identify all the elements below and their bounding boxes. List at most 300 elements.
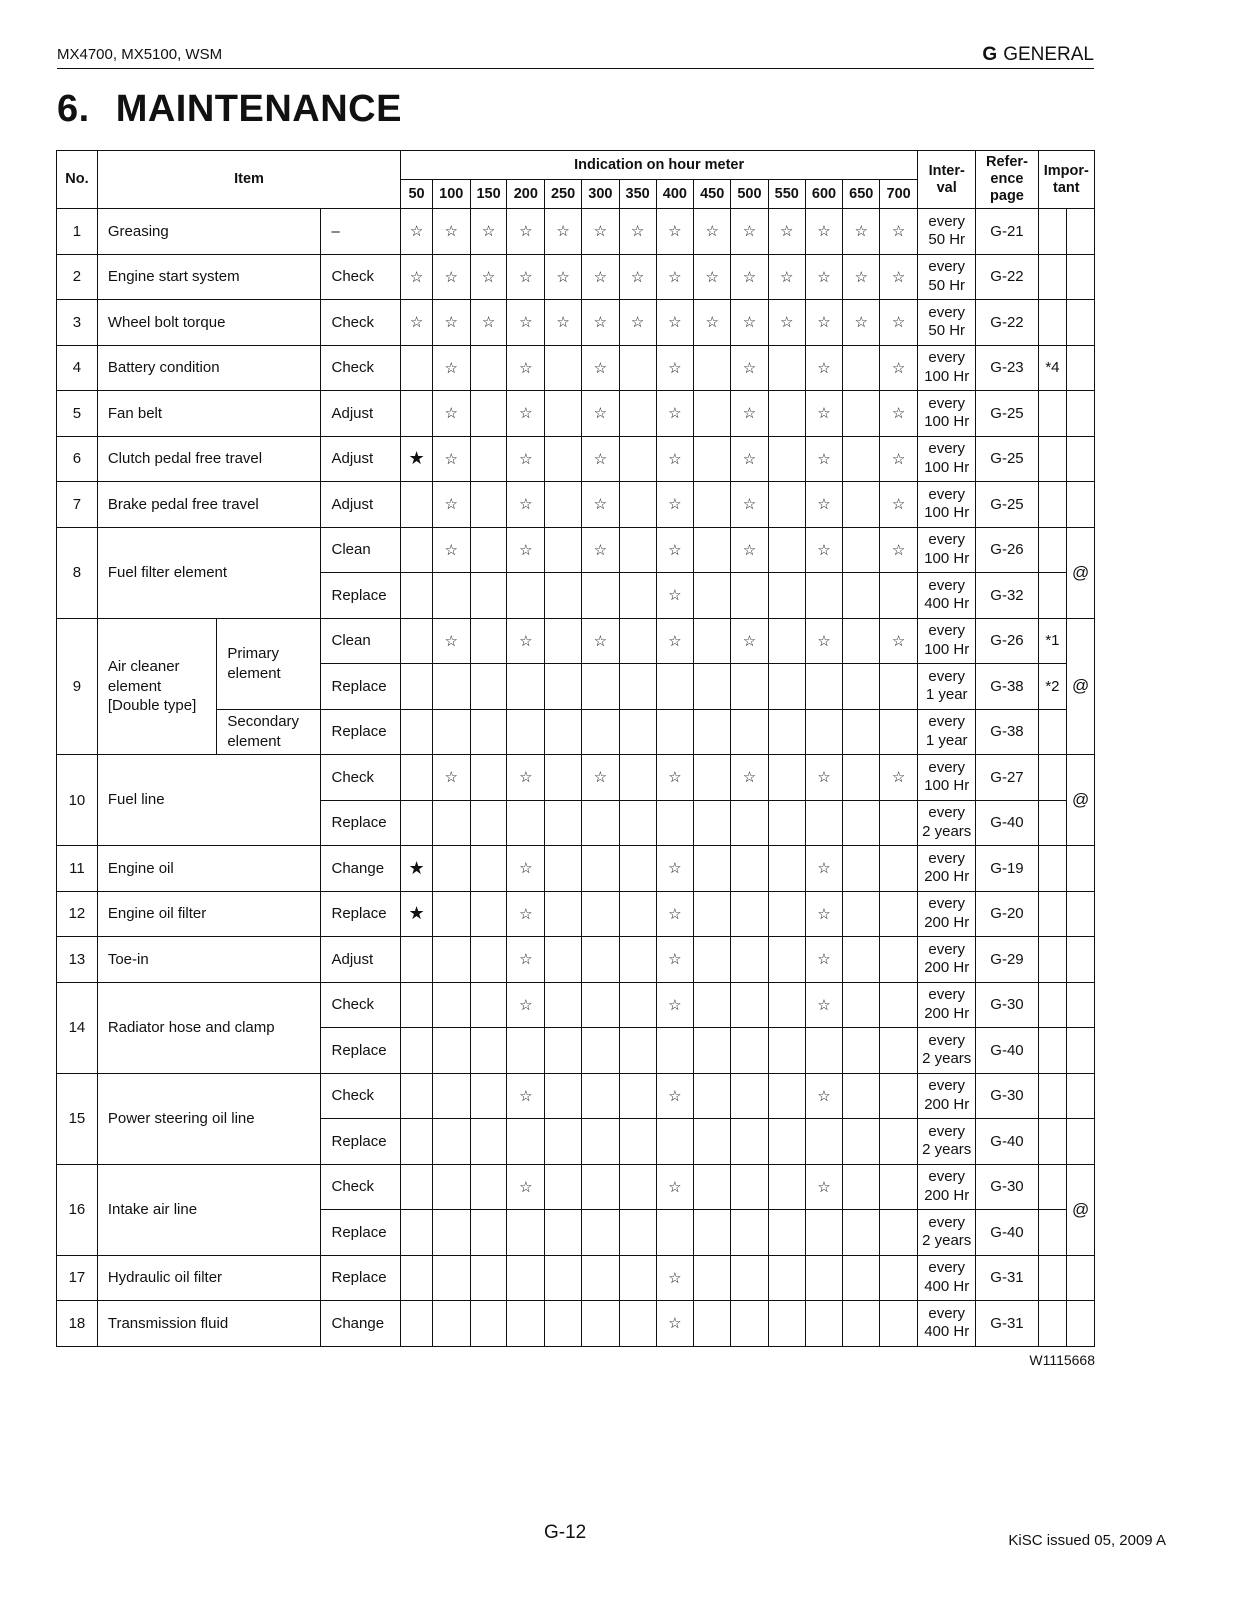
empty-cell	[694, 1210, 731, 1256]
reference-page: G-23	[976, 345, 1038, 391]
empty-cell	[581, 1073, 619, 1119]
row-number: 16	[57, 1164, 98, 1255]
empty-cell	[545, 391, 582, 437]
interval: every 200 Hr	[918, 1164, 976, 1210]
reference-page: G-29	[976, 937, 1038, 983]
empty-cell	[768, 573, 805, 619]
empty-cell	[470, 937, 507, 983]
empty-cell	[401, 1301, 433, 1347]
operation: Check	[320, 345, 401, 391]
reference-page: G-40	[976, 1028, 1038, 1074]
important-note	[1038, 1028, 1067, 1074]
empty-cell	[432, 1210, 470, 1256]
row-number: 17	[57, 1255, 98, 1301]
reference-page: G-26	[976, 527, 1038, 573]
empty-cell	[731, 1028, 769, 1074]
empty-cell	[470, 755, 507, 801]
row-number: 5	[57, 391, 98, 437]
empty-cell	[507, 1210, 545, 1256]
important-note	[1038, 982, 1067, 1028]
important-empty	[1067, 846, 1095, 892]
empty-cell	[581, 800, 619, 846]
interval: every 400 Hr	[918, 573, 976, 619]
maintenance-table	[56, 150, 1095, 1347]
reference-page: G-21	[976, 209, 1038, 255]
row-number: 4	[57, 345, 98, 391]
hour-header: 550	[768, 180, 805, 209]
important-note	[1038, 527, 1067, 573]
star-icon: ☆	[805, 527, 843, 573]
empty-cell	[619, 755, 656, 801]
reference-page: G-22	[976, 254, 1038, 300]
empty-cell	[470, 800, 507, 846]
section-name: GENERAL	[1003, 44, 1094, 65]
star-icon: ☆	[731, 209, 769, 255]
empty-cell	[545, 618, 582, 664]
star-icon: ☆	[656, 254, 694, 300]
item-name: Engine oil filter	[97, 891, 320, 937]
reference-page: G-30	[976, 1073, 1038, 1119]
reference-page: G-31	[976, 1255, 1038, 1301]
important-note	[1038, 482, 1067, 528]
star-icon: ☆	[507, 345, 545, 391]
star-icon: ☆	[731, 618, 769, 664]
row-number: 10	[57, 755, 98, 846]
star-icon: ☆	[545, 300, 582, 346]
empty-cell	[619, 1301, 656, 1347]
empty-cell	[432, 1119, 470, 1165]
operation: Replace	[320, 1119, 401, 1165]
empty-cell	[731, 1119, 769, 1165]
reference-page: G-22	[976, 300, 1038, 346]
star-icon: ☆	[470, 300, 507, 346]
table-row	[57, 1164, 1095, 1210]
empty-cell	[545, 846, 582, 892]
important-empty	[1067, 482, 1095, 528]
item-name: Engine oil	[97, 846, 320, 892]
row-number: 1	[57, 209, 98, 255]
empty-cell	[694, 1073, 731, 1119]
empty-cell	[768, 1073, 805, 1119]
item-name: Engine start system	[97, 254, 320, 300]
interval: every 200 Hr	[918, 937, 976, 983]
important-note	[1038, 1210, 1067, 1256]
empty-cell	[619, 846, 656, 892]
empty-cell	[619, 937, 656, 983]
empty-cell	[694, 345, 731, 391]
empty-cell	[694, 891, 731, 937]
empty-cell	[545, 891, 582, 937]
empty-cell	[694, 391, 731, 437]
empty-cell	[581, 573, 619, 619]
empty-cell	[507, 573, 545, 619]
row-number: 18	[57, 1301, 98, 1347]
important-empty	[1067, 391, 1095, 437]
empty-cell	[507, 800, 545, 846]
empty-cell	[470, 1301, 507, 1347]
star-icon: ☆	[656, 755, 694, 801]
empty-cell	[507, 1255, 545, 1301]
empty-cell	[545, 1210, 582, 1256]
hour-header: 450	[694, 180, 731, 209]
empty-cell	[545, 709, 582, 755]
important-note: *2	[1038, 664, 1067, 710]
important-empty	[1067, 345, 1095, 391]
empty-cell	[843, 1210, 880, 1256]
empty-cell	[768, 345, 805, 391]
empty-cell	[581, 1255, 619, 1301]
empty-cell	[581, 1119, 619, 1165]
star-icon: ☆	[880, 482, 918, 528]
section-letter: G	[982, 44, 998, 65]
reference-page: G-25	[976, 436, 1038, 482]
star-icon: ☆	[656, 300, 694, 346]
empty-cell	[619, 709, 656, 755]
interval: every 50 Hr	[918, 209, 976, 255]
hour-header: 600	[805, 180, 843, 209]
empty-cell	[843, 573, 880, 619]
table-row	[57, 1301, 1095, 1347]
important-empty	[1067, 209, 1095, 255]
empty-cell	[694, 755, 731, 801]
star-icon: ☆	[805, 1073, 843, 1119]
page-title	[57, 88, 402, 131]
table-row	[57, 254, 1095, 300]
empty-cell	[581, 982, 619, 1028]
empty-cell	[731, 982, 769, 1028]
empty-cell	[432, 1255, 470, 1301]
empty-cell	[470, 1164, 507, 1210]
empty-cell	[880, 1255, 918, 1301]
star-icon: ☆	[507, 1164, 545, 1210]
interval: every 2 years	[918, 1028, 976, 1074]
star-icon: ☆	[581, 436, 619, 482]
empty-cell	[731, 664, 769, 710]
star-icon: ☆	[619, 254, 656, 300]
operation: Replace	[320, 800, 401, 846]
empty-cell	[843, 846, 880, 892]
important-empty	[1067, 937, 1095, 983]
empty-cell	[768, 846, 805, 892]
star-icon: ☆	[805, 436, 843, 482]
empty-cell	[656, 1028, 694, 1074]
empty-cell	[656, 800, 694, 846]
hour-header: 700	[880, 180, 918, 209]
empty-cell	[768, 436, 805, 482]
empty-cell	[694, 982, 731, 1028]
star-icon: ☆	[880, 618, 918, 664]
important-note	[1038, 937, 1067, 983]
star-icon: ☆	[507, 391, 545, 437]
empty-cell	[470, 1028, 507, 1074]
operation: Adjust	[320, 482, 401, 528]
star-icon: ☆	[768, 254, 805, 300]
empty-cell	[768, 1301, 805, 1347]
empty-cell	[545, 1119, 582, 1165]
row-number: 13	[57, 937, 98, 983]
empty-cell	[507, 709, 545, 755]
empty-cell	[619, 482, 656, 528]
table-row	[57, 300, 1095, 346]
col-no-header: No.	[57, 151, 98, 209]
empty-cell	[731, 937, 769, 983]
reference-page: G-26	[976, 618, 1038, 664]
filled-star-icon: ★	[401, 846, 433, 892]
empty-cell	[731, 1301, 769, 1347]
reference-page: G-40	[976, 1210, 1038, 1256]
empty-cell	[843, 1301, 880, 1347]
hour-header: 100	[432, 180, 470, 209]
star-icon: ☆	[805, 482, 843, 528]
empty-cell	[545, 345, 582, 391]
star-icon: ☆	[843, 300, 880, 346]
empty-cell	[805, 1028, 843, 1074]
star-icon: ☆	[581, 300, 619, 346]
star-icon: ☆	[805, 618, 843, 664]
interval: every 100 Hr	[918, 482, 976, 528]
operation: Clean	[320, 618, 401, 664]
table-row	[57, 436, 1095, 482]
empty-cell	[432, 937, 470, 983]
interval: every 50 Hr	[918, 254, 976, 300]
empty-cell	[432, 664, 470, 710]
empty-cell	[619, 345, 656, 391]
empty-cell	[401, 1255, 433, 1301]
empty-cell	[581, 1210, 619, 1256]
empty-cell	[694, 1119, 731, 1165]
empty-cell	[619, 436, 656, 482]
operation: Replace	[320, 1255, 401, 1301]
operation: Check	[320, 254, 401, 300]
empty-cell	[470, 1255, 507, 1301]
operation: Adjust	[320, 436, 401, 482]
interval: every 2 years	[918, 1119, 976, 1165]
empty-cell	[805, 664, 843, 710]
star-icon: ☆	[656, 436, 694, 482]
empty-cell	[432, 573, 470, 619]
operation: Replace	[320, 664, 401, 710]
col-indication-header: Indication on hour meter	[401, 151, 918, 180]
table-row	[57, 482, 1095, 528]
star-icon: ☆	[507, 755, 545, 801]
empty-cell	[619, 664, 656, 710]
empty-cell	[401, 1073, 433, 1119]
star-icon: ☆	[880, 209, 918, 255]
reference-page: G-25	[976, 391, 1038, 437]
empty-cell	[545, 937, 582, 983]
important-empty	[1067, 891, 1095, 937]
hour-header: 200	[507, 180, 545, 209]
row-number: 12	[57, 891, 98, 937]
empty-cell	[545, 573, 582, 619]
interval: every 100 Hr	[918, 391, 976, 437]
empty-cell	[694, 800, 731, 846]
empty-cell	[731, 709, 769, 755]
important-note	[1038, 891, 1067, 937]
empty-cell	[805, 1255, 843, 1301]
filled-star-icon: ★	[401, 436, 433, 482]
issue-note: KiSC issued 05, 2009 A	[1008, 1532, 1166, 1549]
star-icon: ☆	[545, 209, 582, 255]
important-note	[1038, 800, 1067, 846]
empty-cell	[619, 391, 656, 437]
interval: every 2 years	[918, 800, 976, 846]
empty-cell	[843, 1073, 880, 1119]
empty-cell	[545, 482, 582, 528]
empty-cell	[805, 1301, 843, 1347]
star-icon: ☆	[401, 300, 433, 346]
hour-header: 300	[581, 180, 619, 209]
star-icon: ☆	[880, 345, 918, 391]
empty-cell	[694, 618, 731, 664]
star-icon: ☆	[545, 254, 582, 300]
empty-cell	[694, 573, 731, 619]
empty-cell	[843, 709, 880, 755]
empty-cell	[843, 1028, 880, 1074]
empty-cell	[581, 1028, 619, 1074]
important-note	[1038, 1301, 1067, 1347]
star-icon: ☆	[805, 345, 843, 391]
operation: Replace	[320, 1028, 401, 1074]
important-note: *4	[1038, 345, 1067, 391]
reference-page: G-40	[976, 800, 1038, 846]
reference-page: G-27	[976, 755, 1038, 801]
empty-cell	[694, 1255, 731, 1301]
empty-cell	[880, 891, 918, 937]
important-note	[1038, 846, 1067, 892]
empty-cell	[545, 436, 582, 482]
empty-cell	[507, 1301, 545, 1347]
star-icon: ☆	[656, 1301, 694, 1347]
interval: every 200 Hr	[918, 846, 976, 892]
empty-cell	[432, 846, 470, 892]
page-number: G-12	[544, 1522, 587, 1543]
star-icon: ☆	[581, 527, 619, 573]
important-note	[1038, 573, 1067, 619]
star-icon: ☆	[507, 891, 545, 937]
empty-cell	[581, 937, 619, 983]
empty-cell	[880, 1164, 918, 1210]
empty-cell	[694, 1164, 731, 1210]
hour-header: 400	[656, 180, 694, 209]
star-icon: ☆	[656, 573, 694, 619]
empty-cell	[470, 527, 507, 573]
star-icon: ☆	[656, 618, 694, 664]
reference-page: G-31	[976, 1301, 1038, 1347]
empty-cell	[731, 891, 769, 937]
star-icon: ☆	[694, 254, 731, 300]
important-note	[1038, 1119, 1067, 1165]
reference-page: G-32	[976, 573, 1038, 619]
empty-cell	[401, 573, 433, 619]
table-header	[57, 151, 1095, 209]
important-empty	[1067, 1119, 1095, 1165]
empty-cell	[731, 1255, 769, 1301]
reference-page: G-20	[976, 891, 1038, 937]
star-icon: ☆	[507, 937, 545, 983]
empty-cell	[470, 436, 507, 482]
filled-star-icon: ★	[401, 891, 433, 937]
row-number: 14	[57, 982, 98, 1073]
empty-cell	[470, 573, 507, 619]
empty-cell	[619, 573, 656, 619]
empty-cell	[731, 1164, 769, 1210]
empty-cell	[731, 573, 769, 619]
table-row	[57, 755, 1095, 801]
reference-page: G-38	[976, 709, 1038, 755]
operation: –	[320, 209, 401, 255]
star-icon: ☆	[656, 345, 694, 391]
star-icon: ☆	[805, 254, 843, 300]
star-icon: ☆	[619, 209, 656, 255]
empty-cell	[843, 436, 880, 482]
empty-cell	[507, 1028, 545, 1074]
star-icon: ☆	[731, 300, 769, 346]
reference-page: G-30	[976, 982, 1038, 1028]
star-icon: ☆	[805, 937, 843, 983]
table-row	[57, 982, 1095, 1028]
empty-cell	[432, 891, 470, 937]
table-row	[57, 209, 1095, 255]
empty-cell	[768, 800, 805, 846]
star-icon: ☆	[880, 300, 918, 346]
empty-cell	[805, 573, 843, 619]
important-note	[1038, 254, 1067, 300]
empty-cell	[545, 1028, 582, 1074]
star-icon: ☆	[805, 982, 843, 1028]
star-icon: ☆	[768, 209, 805, 255]
item-name: Power steering oil line	[97, 1073, 320, 1164]
star-icon: ☆	[805, 755, 843, 801]
item-name: Transmission fluid	[97, 1301, 320, 1347]
important-mark: @	[1067, 1164, 1095, 1255]
empty-cell	[401, 937, 433, 983]
important-empty	[1067, 1028, 1095, 1074]
empty-cell	[694, 937, 731, 983]
table-row	[57, 618, 1095, 664]
important-note	[1038, 300, 1067, 346]
item-name: Clutch pedal free travel	[97, 436, 320, 482]
empty-cell	[545, 755, 582, 801]
empty-cell	[432, 1073, 470, 1119]
empty-cell	[581, 891, 619, 937]
star-icon: ☆	[656, 982, 694, 1028]
star-icon: ☆	[432, 209, 470, 255]
operation: Check	[320, 755, 401, 801]
star-icon: ☆	[731, 755, 769, 801]
reference-page: G-25	[976, 482, 1038, 528]
empty-cell	[545, 982, 582, 1028]
empty-cell	[470, 664, 507, 710]
star-icon: ☆	[656, 391, 694, 437]
star-icon: ☆	[507, 618, 545, 664]
interval: every 200 Hr	[918, 891, 976, 937]
operation: Check	[320, 1073, 401, 1119]
operation: Replace	[320, 891, 401, 937]
empty-cell	[545, 527, 582, 573]
operation: Adjust	[320, 937, 401, 983]
empty-cell	[432, 800, 470, 846]
item-name: Intake air line	[97, 1164, 320, 1255]
star-icon: ☆	[656, 209, 694, 255]
empty-cell	[694, 527, 731, 573]
empty-cell	[880, 1028, 918, 1074]
empty-cell	[694, 846, 731, 892]
document-code: W1115668	[1029, 1352, 1095, 1368]
empty-cell	[545, 1255, 582, 1301]
item-name: Brake pedal free travel	[97, 482, 320, 528]
star-icon: ☆	[619, 300, 656, 346]
